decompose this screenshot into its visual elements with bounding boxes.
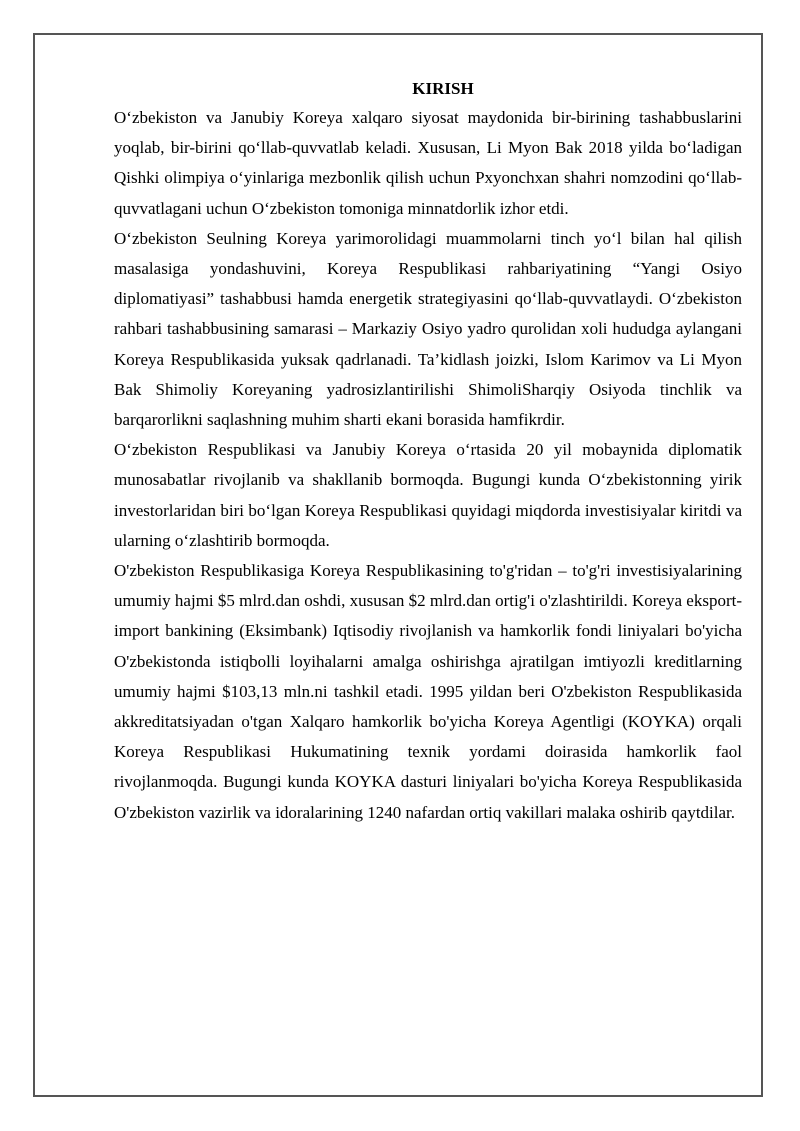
paragraph-4: O'zbekiston Respublikasiga Koreya Respublikasining to'g'ridan – to'g'ri investisiyalarining umumiy hajmi $5 mlrd.dan oshdi, xususan $2 mlrd.dan ortig'i o'zlashtirildi. Koreya eksport-import bankining (Eksimbank) Iqtisodiy rivojlanish va hamkorlik fondi liniyalari bo'yicha O'zbekistonda istiqbolli loyihalarni amalga oshirishga ajratilgan imtiyozli kreditlarning umumiy hajmi $103,13 mln.ni tashkil etadi. 1995 yildan beri O'zbekiston Respublikasida akkreditatsiyadan o'tgan Xalqaro hamkorlik bo'yicha Koreya Agentligi (KOYKA) orqali Koreya Respublikasi Hukumatining texnik yordami doirasida hamkorlik faol rivojlanmoqda. Bugungi kunda KOYKA dasturi liniyalari bo'yicha Koreya Respublikasida O'zbekiston vazirlik va idoralarining 1240 nafardan ortiq vakillari malaka oshirib qaytdilar. <box>114 561 742 822</box>
document-title: KIRISH <box>412 79 474 98</box>
document-body <box>114 74 742 828</box>
paragraph-1: O‘zbekiston va Janubiy Koreya xalqaro siyosat maydonida bir-birining tashabbuslarini yoqlab, bir-birini qo‘llab-quvvatlab keladi. Xususan, Li Myon Bak 2018 yilda bo‘ladigan Qishki olimpiya o‘yinlariga mezbonlik qilish uchun Pxyonchxan shahri nomzodini qo‘llab-quvvatlagani uchun O‘zbekiston tomoniga minnatdorlik izhor etdi. <box>114 108 742 218</box>
paragraph-3: O‘zbekiston Respublikasi va Janubiy Koreya o‘rtasida 20 yil mobaynida diplomatik munosabatlar rivojlanib va shakllanib bormoqda. Bugungi kunda O‘zbekistonning yirik investorlaridan biri bo‘lgan Koreya Respublikasi quyidagi miqdorda investisiyalar kiritdi va ularning o‘zlashtirib bormoqda. <box>114 440 742 550</box>
paragraph-2: O‘zbekiston Seulning Koreya yarimorolidagi muammolarni tinch yo‘l bilan hal qilish masalasiga yondashuvini, Koreya Respublikasi rahbariyatining “Yangi Osiyo diplomatiyasi” tashabbusi hamda energetik strategiyasini qo‘llab-quvvatlaydi. O‘zbekiston rahbari tashabbusining samarasi – Markaziy Osiyo yadro qurolidan xoli hududga aylangani Koreya Respublikasida yuksak qadrlanadi. Ta’kidlash joizki, Islom Karimov va Li Myon Bak Shimoliy Koreyaning yadrosizlantirilishi ShimoliSharqiy Osiyoda tinchlik va barqarorlikni saqlashning muhim sharti ekani borasida hamfikrdir. <box>114 228 742 430</box>
